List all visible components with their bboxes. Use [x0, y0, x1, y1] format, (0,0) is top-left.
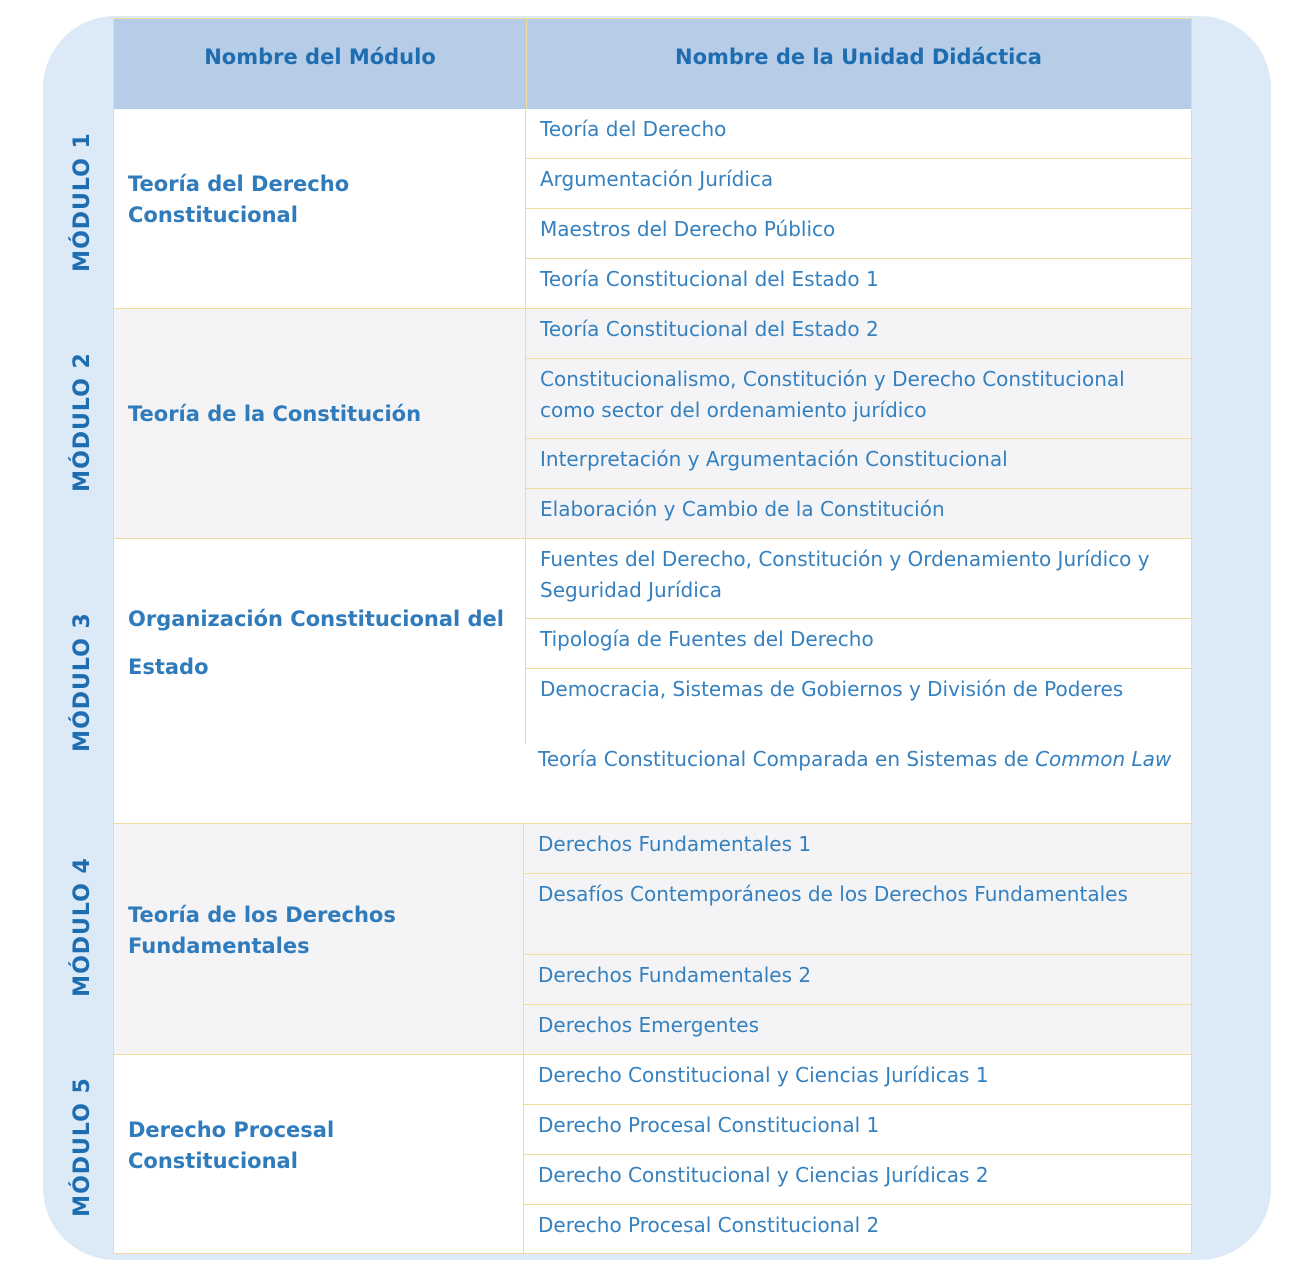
- unit-name: Interpretación y Argumentación Constitucional: [540, 447, 1008, 471]
- header-unit-name: Nombre de la Unidad Didáctica: [675, 45, 1042, 69]
- unit-name: Tipología de Fuentes del Derecho: [540, 627, 874, 651]
- unit-name: Fuentes del Derecho, Constitución y Ordenamiento Jurídico y Seguridad Jurídica: [540, 547, 1150, 602]
- side-label-module-3: MÓDULO 3: [70, 612, 95, 752]
- module-2-name: Teoría de la Constitución: [128, 402, 422, 426]
- module-4-block: [114, 824, 1191, 1055]
- unit-name-part: Teoría Constitucional Comparada en Sistemas de: [538, 747, 1029, 771]
- unit-name-italic: Common Law: [1035, 747, 1172, 771]
- unit-row: [524, 955, 1191, 1005]
- unit-row: [524, 1205, 1191, 1253]
- unit-row: [526, 209, 1191, 259]
- side-label-module-5: MÓDULO 5: [70, 1077, 95, 1217]
- unit-row: [524, 1155, 1191, 1205]
- unit-row: [526, 744, 1191, 824]
- unit-name: Maestros del Derecho Público: [540, 217, 836, 241]
- header-module-name: Nombre del Módulo: [204, 45, 436, 69]
- unit-name: Derecho Constitucional y Ciencias Jurídicas 2: [538, 1163, 989, 1187]
- unit-name: Derechos Fundamentales 1: [538, 832, 812, 856]
- unit-name: Desafíos Contemporáneos de los Derechos Fundamentales: [538, 882, 1128, 906]
- unit-row: [526, 489, 1191, 539]
- unit-name: Elaboración y Cambio de la Constitución: [540, 497, 945, 521]
- unit-row: [524, 1105, 1191, 1155]
- unit-row: [526, 439, 1191, 489]
- unit-name: Constitucionalismo, Constitución y Derecho Constitucional como sector del ordenamiento jurídico: [540, 367, 1125, 422]
- unit-name: Derechos Emergentes: [538, 1013, 760, 1037]
- unit-row: [526, 109, 1191, 159]
- unit-name: Teoría Constitucional del Estado 2: [540, 317, 879, 341]
- unit-name: Argumentación Jurídica: [540, 167, 774, 191]
- unit-row: [526, 619, 1191, 669]
- unit-name: Derecho Constitucional y Ciencias Jurídicas 1: [538, 1063, 989, 1087]
- table-header: [114, 19, 1191, 110]
- side-label-module-4: MÓDULO 4: [70, 857, 95, 997]
- unit-name: Democracia, Sistemas de Gobiernos y División de Poderes: [540, 677, 1124, 701]
- module-4-name: Teoría de los Derechos Fundamentales: [128, 903, 396, 958]
- curriculum-table: [113, 18, 1192, 1254]
- unit-name: Teoría Constitucional del Estado 1: [540, 267, 879, 291]
- unit-row: [526, 539, 1191, 619]
- unit-name: [538, 744, 1183, 775]
- unit-row: [526, 359, 1191, 439]
- module-1-name: Teoría del Derecho Constitucional: [128, 172, 350, 227]
- side-label-module-1: MÓDULO 1: [70, 132, 95, 272]
- side-label-module-2: MÓDULO 2: [70, 352, 95, 492]
- module-3-name: Organización Constitucional del Estado: [128, 607, 504, 679]
- module-1-block: [114, 109, 1191, 309]
- unit-row: [526, 159, 1191, 209]
- unit-row: [526, 309, 1191, 359]
- unit-row: [526, 259, 1191, 309]
- unit-name: Teoría del Derecho: [540, 117, 727, 141]
- unit-row: [526, 669, 1191, 744]
- unit-name: Derecho Procesal Constitucional 1: [538, 1113, 880, 1137]
- unit-name: Derecho Procesal Constitucional 2: [538, 1213, 880, 1237]
- unit-row: [524, 1055, 1191, 1105]
- unit-name: Derechos Fundamentales 2: [538, 963, 812, 987]
- module-2-block: [114, 309, 1191, 539]
- module-5-block: [114, 1055, 1191, 1253]
- module-3-block: [114, 539, 1191, 824]
- unit-row: [524, 824, 1191, 874]
- unit-row: [524, 1005, 1191, 1055]
- unit-row: [524, 874, 1191, 955]
- module-5-name: Derecho Procesal Constitucional: [128, 1118, 335, 1173]
